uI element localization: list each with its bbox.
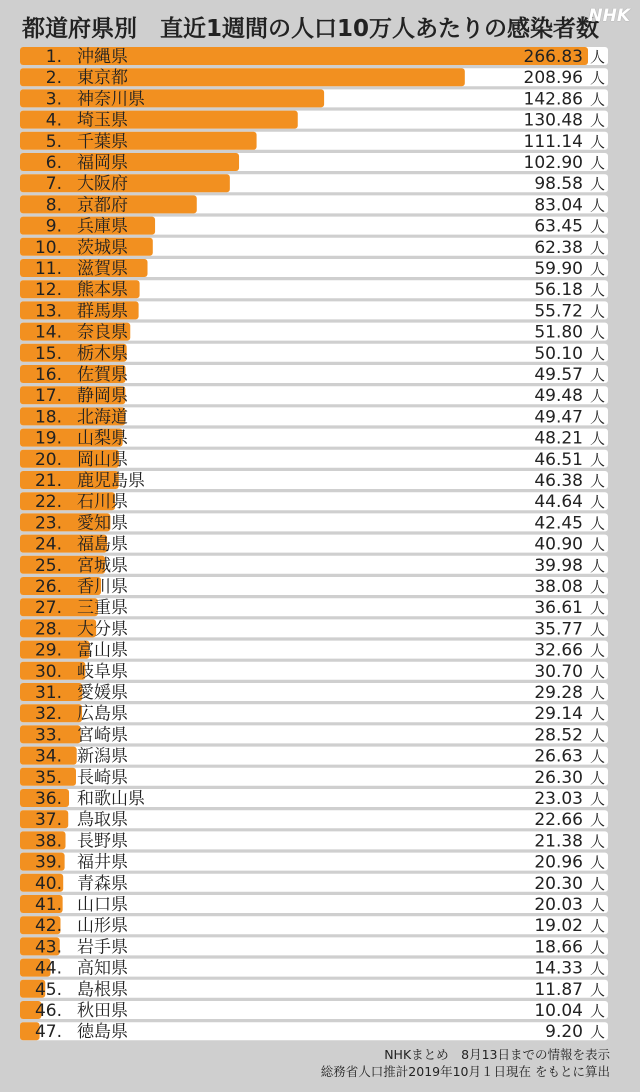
rank-label: 44. <box>34 958 62 979</box>
value-label: 29.28 <box>534 683 583 703</box>
category-label: 山形県 <box>77 916 128 937</box>
rank-label: 30. <box>34 661 62 682</box>
category-label: 秋田県 <box>77 1001 128 1021</box>
unit-label: 人 <box>590 514 606 533</box>
rank-label: 45. <box>34 979 62 1000</box>
unit-label: 人 <box>590 217 606 236</box>
rank-label: 28. <box>34 619 62 640</box>
value-label: 39.98 <box>534 555 583 576</box>
category-label: 埼玉県 <box>77 110 128 131</box>
rank-label: 46. <box>34 1001 62 1021</box>
rank-label: 41. <box>34 895 62 915</box>
unit-label: 人 <box>590 472 606 490</box>
rank-label: 16. <box>34 365 62 385</box>
category-label: 栃木県 <box>77 343 128 364</box>
category-label: 兵庫県 <box>77 216 128 237</box>
rank-label: 6. <box>45 153 62 173</box>
category-label: 大阪府 <box>77 174 128 195</box>
value-label: 98.58 <box>534 174 583 195</box>
value-label: 111.14 <box>523 131 583 152</box>
category-label: 神奈川県 <box>77 89 145 110</box>
category-label: 群馬県 <box>77 301 128 322</box>
category-label: 富山県 <box>77 640 128 661</box>
rank-label: 36. <box>34 789 62 809</box>
value-label: 21.38 <box>534 831 583 852</box>
value-label: 59.90 <box>534 259 583 279</box>
rank-label: 19. <box>34 428 62 449</box>
unit-label: 人 <box>590 238 606 257</box>
rank-label: 29. <box>34 640 62 661</box>
category-label: 香川県 <box>77 577 128 597</box>
value-label: 19.02 <box>534 916 583 937</box>
category-label: 熊本県 <box>77 280 128 301</box>
unit-label: 人 <box>590 726 606 745</box>
category-label: 千葉県 <box>77 131 128 152</box>
rank-label: 26. <box>34 577 62 597</box>
unit-label: 人 <box>590 662 606 681</box>
unit-label: 人 <box>590 811 606 830</box>
rank-label: 25. <box>34 555 62 576</box>
category-label: 鹿児島県 <box>77 471 145 491</box>
category-label: 宮城県 <box>77 555 128 576</box>
unit-label: 人 <box>590 1002 606 1020</box>
rank-label: 39. <box>34 852 62 873</box>
value-label: 20.03 <box>534 895 583 915</box>
category-label: 愛媛県 <box>77 683 128 703</box>
unit-label: 人 <box>590 111 606 130</box>
value-label: 266.83 <box>523 47 583 67</box>
unit-label: 人 <box>590 874 606 893</box>
unit-label: 人 <box>590 260 606 278</box>
value-label: 56.18 <box>534 280 583 301</box>
category-label: 大分県 <box>77 619 128 640</box>
unit-label: 人 <box>590 132 606 151</box>
category-label: 沖縄県 <box>77 47 128 67</box>
value-label: 142.86 <box>523 89 583 110</box>
value-label: 208.96 <box>523 68 583 89</box>
value-label: 10.04 <box>534 1001 583 1021</box>
value-label: 23.03 <box>534 789 583 809</box>
rank-label: 1. <box>45 47 62 67</box>
rank-label: 8. <box>45 195 62 216</box>
value-label: 46.38 <box>534 471 583 491</box>
category-label: 静岡県 <box>77 386 128 407</box>
rank-label: 13. <box>34 301 62 322</box>
value-label: 40.90 <box>534 534 583 555</box>
unit-label: 人 <box>590 535 606 554</box>
value-label: 46.51 <box>534 449 583 470</box>
category-label: 福井県 <box>77 852 128 873</box>
category-label: 福岡県 <box>77 153 128 173</box>
unit-label: 人 <box>590 959 606 978</box>
bar <box>20 89 324 110</box>
value-label: 28.52 <box>534 725 583 746</box>
category-label: 青森県 <box>77 873 128 894</box>
unit-label: 人 <box>590 281 606 300</box>
rank-label: 22. <box>34 492 62 513</box>
rank-label: 3. <box>45 89 62 110</box>
value-label: 55.72 <box>534 301 583 322</box>
unit-label: 人 <box>590 917 606 936</box>
unit-label: 人 <box>590 896 606 914</box>
footer-source: NHKまとめ 8月13日までの情報を表示 <box>384 1047 610 1062</box>
value-label: 20.96 <box>534 852 583 873</box>
value-label: 26.30 <box>534 767 583 788</box>
unit-label: 人 <box>590 408 606 427</box>
rank-label: 32. <box>34 704 62 725</box>
rank-label: 18. <box>34 407 62 428</box>
rank-label: 27. <box>34 598 62 619</box>
value-label: 62.38 <box>534 237 583 258</box>
unit-label: 人 <box>590 980 606 999</box>
rank-label: 5. <box>45 131 62 152</box>
rank-label: 14. <box>34 322 62 343</box>
unit-label: 人 <box>590 387 606 406</box>
rank-label: 9. <box>45 216 62 237</box>
nhk-logo: NHK <box>588 6 630 26</box>
unit-label: 人 <box>590 302 606 321</box>
rank-label: 43. <box>34 937 62 958</box>
category-label: 北海道 <box>77 407 128 428</box>
value-label: 26.63 <box>534 746 583 767</box>
category-label: 佐賀県 <box>77 365 128 385</box>
rank-label: 2. <box>45 68 62 89</box>
rank-label: 35. <box>34 767 62 788</box>
category-label: 新潟県 <box>77 746 128 767</box>
rank-label: 21. <box>34 471 62 491</box>
value-label: 42.45 <box>534 513 583 534</box>
category-label: 長野県 <box>77 831 128 852</box>
category-label: 茨城県 <box>77 237 128 258</box>
unit-label: 人 <box>590 196 606 215</box>
rank-label: 42. <box>34 916 62 937</box>
value-label: 14.33 <box>534 958 583 979</box>
unit-label: 人 <box>590 344 606 363</box>
category-label: 東京都 <box>77 68 128 89</box>
value-label: 49.47 <box>534 407 583 428</box>
unit-label: 人 <box>590 938 606 957</box>
rank-label: 20. <box>34 449 62 470</box>
value-label: 49.48 <box>534 386 583 407</box>
value-label: 102.90 <box>523 153 583 173</box>
unit-label: 人 <box>590 493 606 512</box>
category-label: 岐阜県 <box>77 661 128 682</box>
unit-label: 人 <box>590 747 606 766</box>
unit-label: 人 <box>590 48 606 66</box>
category-label: 島根県 <box>77 979 128 1000</box>
unit-label: 人 <box>590 154 606 172</box>
value-label: 48.21 <box>534 428 583 449</box>
value-label: 35.77 <box>534 619 583 640</box>
value-label: 29.14 <box>534 704 583 725</box>
value-label: 9.20 <box>545 1022 583 1043</box>
category-label: 宮崎県 <box>77 725 128 746</box>
category-label: 京都府 <box>77 195 128 216</box>
value-label: 130.48 <box>523 110 583 131</box>
unit-label: 人 <box>590 1023 606 1042</box>
unit-label: 人 <box>590 768 606 787</box>
rank-label: 15. <box>34 343 62 364</box>
rank-label: 24. <box>34 534 62 555</box>
rank-label: 11. <box>34 259 62 279</box>
category-label: 和歌山県 <box>77 789 145 809</box>
value-label: 30.70 <box>534 661 583 682</box>
category-label: 岩手県 <box>77 937 128 958</box>
value-label: 49.57 <box>534 365 583 385</box>
value-label: 36.61 <box>534 598 583 619</box>
rank-label: 23. <box>34 513 62 534</box>
category-label: 長崎県 <box>77 767 128 788</box>
value-label: 32.66 <box>534 640 583 661</box>
unit-label: 人 <box>590 599 606 618</box>
unit-label: 人 <box>590 790 606 808</box>
category-label: 高知県 <box>77 958 128 979</box>
unit-label: 人 <box>590 853 606 872</box>
value-label: 50.10 <box>534 343 583 364</box>
rank-label: 7. <box>45 174 62 195</box>
unit-label: 人 <box>590 620 606 639</box>
unit-label: 人 <box>590 69 606 88</box>
value-label: 51.80 <box>534 322 583 343</box>
category-label: 広島県 <box>77 704 128 725</box>
rank-label: 40. <box>34 873 62 894</box>
unit-label: 人 <box>590 429 606 448</box>
category-label: 福島県 <box>77 534 128 555</box>
category-label: 三重県 <box>77 598 128 619</box>
rank-label: 38. <box>34 831 62 852</box>
rank-label: 12. <box>34 280 62 301</box>
value-label: 11.87 <box>534 979 583 1000</box>
category-label: 愛知県 <box>77 513 128 534</box>
rank-label: 31. <box>34 683 62 703</box>
category-label: 山口県 <box>77 895 128 915</box>
category-label: 岡山県 <box>77 449 128 470</box>
unit-label: 人 <box>590 578 606 596</box>
category-label: 山梨県 <box>77 428 128 449</box>
value-label: 22.66 <box>534 810 583 831</box>
rank-label: 37. <box>34 810 62 831</box>
rank-label: 33. <box>34 725 62 746</box>
footer-method: 総務省人口推計2019年10月１日現在 をもとに算出 <box>320 1064 610 1079</box>
unit-label: 人 <box>590 90 606 109</box>
unit-label: 人 <box>590 641 606 660</box>
category-label: 奈良県 <box>77 322 128 343</box>
unit-label: 人 <box>590 705 606 724</box>
rank-label: 4. <box>45 110 62 131</box>
rank-label: 17. <box>34 386 62 407</box>
rank-label: 47. <box>34 1022 62 1043</box>
category-label: 石川県 <box>77 492 128 513</box>
unit-label: 人 <box>590 556 606 575</box>
unit-label: 人 <box>590 684 606 702</box>
value-label: 44.64 <box>534 492 583 513</box>
value-label: 20.30 <box>534 873 583 894</box>
unit-label: 人 <box>590 323 606 342</box>
category-label: 徳島県 <box>77 1022 128 1043</box>
value-label: 18.66 <box>534 937 583 958</box>
unit-label: 人 <box>590 366 606 384</box>
value-label: 63.45 <box>534 216 583 237</box>
unit-label: 人 <box>590 175 606 194</box>
category-label: 鳥取県 <box>77 810 128 831</box>
rank-label: 34. <box>34 746 62 767</box>
unit-label: 人 <box>590 832 606 851</box>
rank-label: 10. <box>34 237 62 258</box>
footer-note <box>321 1046 610 1080</box>
page-title: 都道府県別 直近1週間の人口10万人あたりの感染者数 <box>22 16 600 42</box>
value-label: 38.08 <box>534 577 583 597</box>
category-label: 滋賀県 <box>77 259 128 279</box>
unit-label: 人 <box>590 450 606 469</box>
value-label: 83.04 <box>534 195 583 216</box>
